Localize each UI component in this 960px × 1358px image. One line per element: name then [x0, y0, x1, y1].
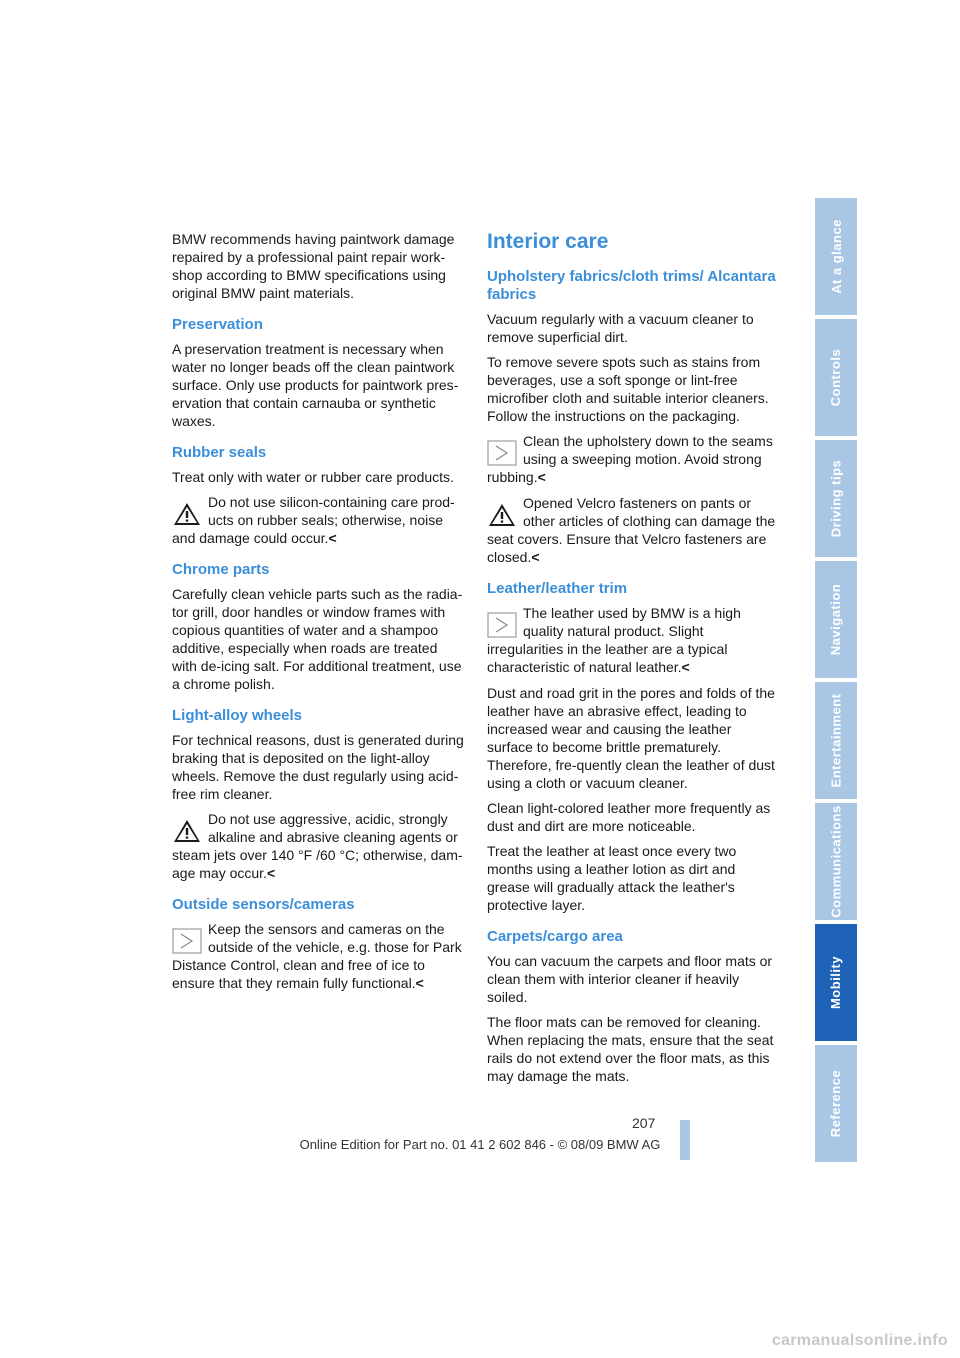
note-arrow-icon [487, 440, 517, 466]
right-column [487, 228, 779, 1092]
left-column [172, 228, 464, 1000]
heading-chrome-parts: Chrome parts [172, 561, 270, 578]
chrome-parts-text: Carefully clean vehicle parts such as the radia-tor grill, door handles or window frames with copious quantities of water and a shampoo additive, especially when roads are treated with de-icing salt. For additional treatment, use a chrome polish. [172, 586, 463, 692]
rubber-seals-warning: Do not use silicon-containing care prod-ucts on rubber seals; otherwise, noise and damage could occur.< [172, 494, 455, 546]
warning-icon [172, 818, 202, 844]
heading-leather: Leather/leather trim [487, 580, 628, 597]
upholstery-text-1: Vacuum regularly with a vacuum cleaner to remove superficial dirt. [487, 311, 754, 345]
warning-icon [487, 502, 517, 528]
tab-controls[interactable]: Controls [815, 319, 857, 436]
tab-navigation[interactable]: Navigation [815, 561, 857, 678]
leather-text-3: Treat the leather at least once every two months using a leather lotion as dirt and grease will gradually attack the leather's protective layer. [487, 843, 737, 913]
chapter-tabs [815, 198, 857, 1166]
heading-rubber-seals: Rubber seals [172, 444, 267, 461]
warning-icon [172, 501, 202, 527]
tab-reference[interactable]: Reference [815, 1045, 857, 1162]
tab-mobility[interactable]: Mobility [815, 924, 857, 1041]
upholstery-warning: Opened Velcro fasteners on pants or other articles of clothing can damage the seat covers. Ensure that Velcro fasteners are closed.< [487, 495, 776, 565]
tab-communications[interactable]: Communications [815, 803, 857, 920]
sensors-note: Keep the sensors and cameras on the outside of the vehicle, e.g. those for Park Distance Control, clean and free of ice to ensure that they remain fully functional.< [172, 921, 462, 991]
leather-text-1: Dust and road grit in the pores and folds of the leather have an abrasive effect, leading to increased wear and causing the leather surface to become brittle prematurely. Therefore, fre-quently clean the leather of dust using a cloth or vacuum cleaner. [487, 685, 775, 791]
page-number: 207 [632, 1115, 656, 1131]
watermark: carmanualsonline.info [771, 1332, 948, 1349]
preservation-text: A preservation treatment is necessary when water no longer beads off the clean paintwork surface. Only use products for paintwork pres-ervation that contain carnauba or synthetic waxes. [172, 341, 459, 429]
tab-driving-tips[interactable]: Driving tips [815, 440, 857, 557]
light-alloy-warning: Do not use aggressive, acidic, strongly alkaline and abrasive cleaning agents or steam jets over 140 °F /60 °C; otherwise, dam-age may occur.< [172, 811, 463, 881]
tab-entertainment[interactable]: Entertainment [815, 682, 857, 799]
upholstery-note: Clean the upholstery down to the seams using a sweeping motion. Avoid strong rubbing.< [487, 433, 773, 485]
heading-carpets: Carpets/cargo area [487, 928, 623, 945]
heading-light-alloy: Light-alloy wheels [172, 707, 303, 724]
intro-paragraph: BMW recommends having paintwork damage repaired by a professional paint repair work-shop according to BMW specifications using original BMW paint materials. [172, 231, 455, 301]
heading-upholstery: Upholstery fabrics/cloth trims/ Alcantara fabrics [487, 268, 776, 303]
leather-note: The leather used by BMW is a high quality natural product. Slight irregularities in the leather are a typical characteristic of natural leather.< [487, 605, 741, 675]
rubber-seals-text: Treat only with water or rubber care products. [172, 469, 454, 485]
light-alloy-text: For technical reasons, dust is generated during braking that is deposited on the light-alloy wheels. Remove the dust regularly using acid-free rim cleaner. [172, 732, 464, 802]
note-arrow-icon [487, 612, 517, 638]
note-arrow-icon [172, 928, 202, 954]
heading-sensors: Outside sensors/cameras [172, 896, 355, 913]
upholstery-text-2: To remove severe spots such as stains from beverages, use a soft sponge or lint-free microfiber cloth and suitable interior cleaners. Follow the instructions on the packaging. [487, 354, 769, 424]
tab-at-a-glance[interactable]: At a glance [815, 198, 857, 315]
carpets-text-1: You can vacuum the carpets and floor mats or clean them with interior cleaner if heavily soiled. [487, 953, 773, 1005]
footer-edition: Online Edition for Part no. 01 41 2 602 846 - © 08/09 BMW AG [299, 1137, 661, 1152]
leather-text-2: Clean light-colored leather more frequently as dust and dirt are more noticeable. [487, 800, 771, 834]
section-title: Interior care [487, 230, 609, 253]
carpets-text-2: The floor mats can be removed for cleaning. When replacing the mats, ensure that the seat rails do not extend over the floor mats, as this may damage the mats. [487, 1014, 774, 1084]
heading-preservation: Preservation [172, 316, 263, 333]
